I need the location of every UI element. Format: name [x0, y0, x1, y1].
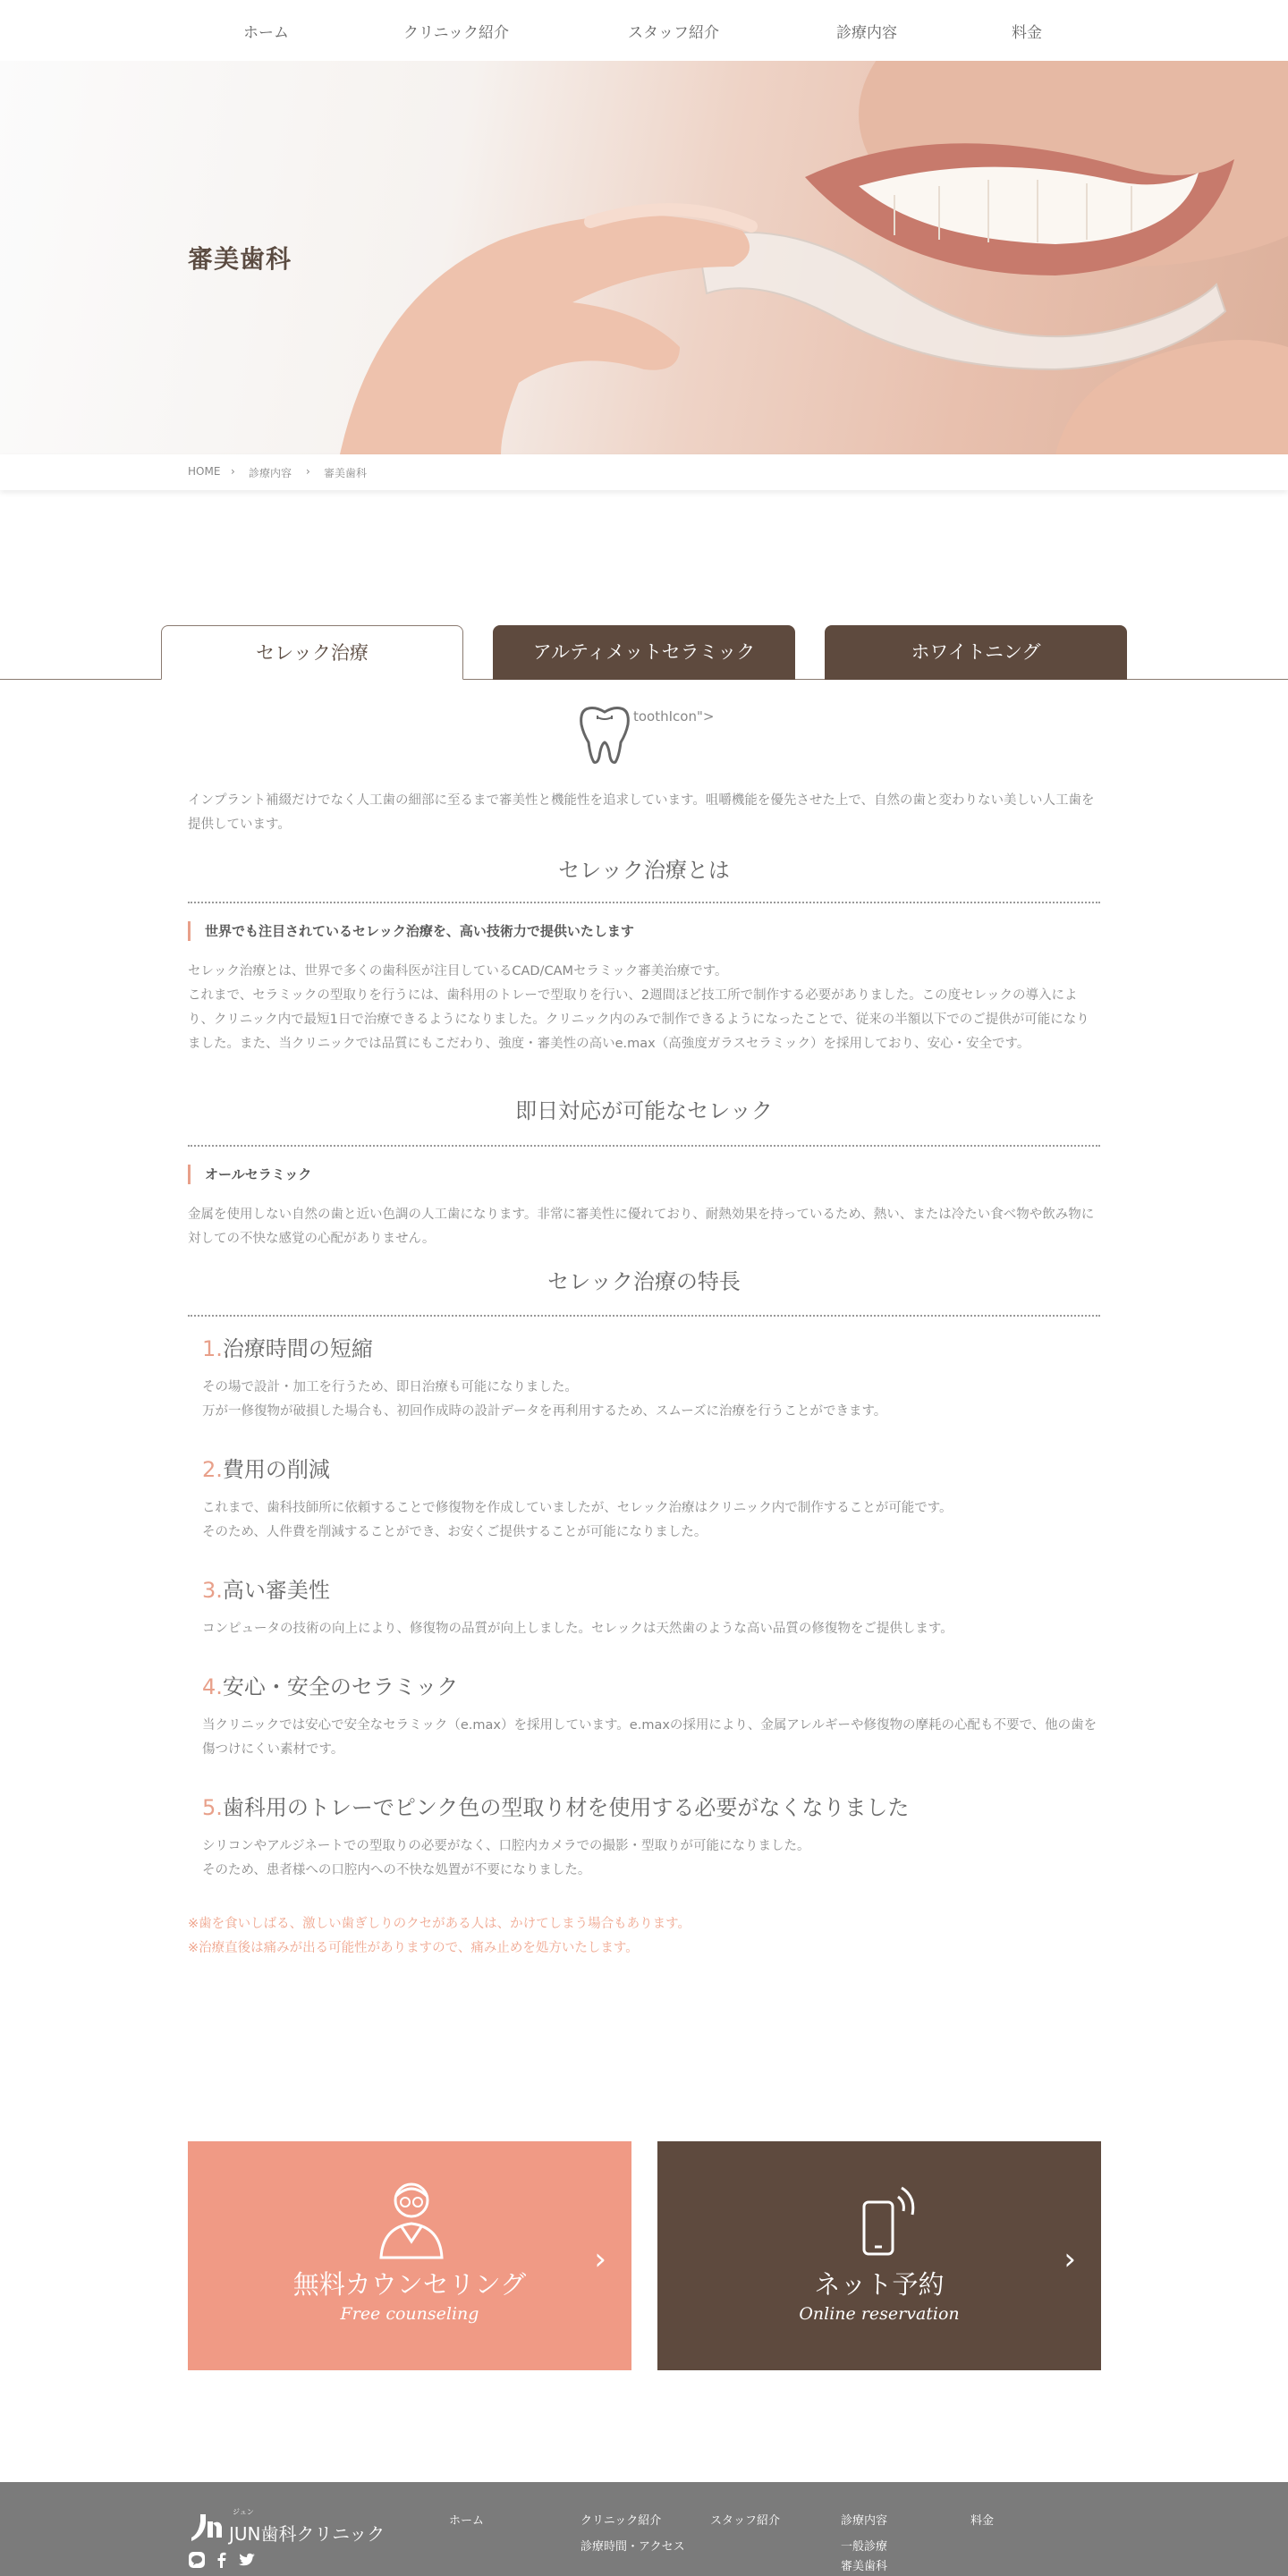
- footer-link-aesthetic[interactable]: 審美歯科: [841, 2560, 888, 2573]
- feature-text: [202, 1617, 1100, 1641]
- breadcrumb-separator: ›: [306, 465, 310, 478]
- nav-item-staff[interactable]: スタッフ紹介: [628, 24, 719, 42]
- caution-note: ※治療直後は痛みが出る可能性がありますので、痛み止めを処方いたします。: [188, 1941, 639, 1955]
- tab-cerec[interactable]: セレック治療: [161, 625, 463, 680]
- section-title-features: セレック治療の特長: [547, 1269, 741, 1294]
- page-title: 審美歯科: [188, 244, 292, 274]
- nav-item-clinic[interactable]: クリニック紹介: [403, 24, 509, 42]
- caution-notes: [188, 1912, 1100, 1961]
- feature-title-text: 費用の削減: [222, 1457, 330, 1482]
- dotted-divider: [188, 1315, 1100, 1317]
- intro-text: インプラント補綴だけでなく人工歯の細部に至るまで審美性と機能性を追求しています。咀嚼機能を優先させた上で、自然の歯と変わりない美しい人工歯を提供しています。: [188, 793, 1095, 832]
- feature-text: [202, 1376, 1100, 1424]
- text-line: これまで、セラミックの型取りを行うには、歯科用のトレーで型取りを行い、2週間ほど技工所で制作する必要がありました。この度セレックの導入により、クリニック内で最短1日で治療できるようになりました。クリニック内のみで制作できるようになったことで、従来の半額以下でのご提供が可能になりました。また、当クリニックでは品質にもこだわり、強度・審美性の高いe.max（高強度ガラスセラミック）を採用しており、安心・安全です。: [188, 988, 1089, 1051]
- cta-title: ネット予約: [814, 2269, 945, 2300]
- cta-title: 無料カウンセリング: [292, 2269, 527, 2300]
- footer-link-access[interactable]: 診療時間・アクセス: [580, 2540, 685, 2554]
- section-text-all-ceramic: 金属を使用しない自然の歯と近い色調の人工歯になります。非常に審美性に優れており、耐熱効果を持っているため、熱い、または冷たい食べ物や飲み物に対しての不快な感覚の心配がありません。: [188, 1208, 1095, 1246]
- feature-number: 2.: [202, 1457, 223, 1482]
- cta-subtitle: Online reservation: [799, 2304, 960, 2324]
- feature-title: [202, 1331, 373, 1362]
- breadcrumb-home[interactable]: HOME: [188, 465, 221, 478]
- breadcrumb-treatment[interactable]: 診療内容: [249, 467, 292, 479]
- caution-note: ※歯を食いしばる、激しい歯ぎしりのクセがある人は、かけてしまう場合もあります。: [188, 1917, 691, 1931]
- dotted-divider: [188, 1145, 1100, 1147]
- text-line: そのため、患者様への口腔内への不快な処置が不要になりました。: [202, 1863, 591, 1877]
- feature-number: 4.: [202, 1674, 223, 1699]
- footer-link-general[interactable]: 一般診療: [841, 2540, 888, 2554]
- tooth-icon-alt-text: toothIcon">: [633, 708, 715, 724]
- footer-link-home[interactable]: ホーム: [449, 2514, 485, 2528]
- text-line: シリコンやアルジネートでの型取りの必要がなく、口腔内カメラでの撮影・型取りが可能になりました。: [202, 1839, 810, 1853]
- nav-item-home[interactable]: ホーム: [243, 24, 289, 42]
- logo-text: JUN歯科クリニック: [229, 2523, 386, 2545]
- footer-link-clinic[interactable]: クリニック紹介: [580, 2514, 662, 2528]
- tooth-icon: [578, 703, 631, 766]
- feature-text: [202, 1496, 1100, 1545]
- text-line: コンピュータの技術の向上により、修復物の品質が向上しました。セレックは天然歯のような高い品質の修復物をご提供します。: [202, 1622, 953, 1636]
- section-title-same-day: 即日対応が可能なセレック: [515, 1098, 773, 1123]
- text-line: そのため、人件費を削減することができ、お安くご提供することが可能になりました。: [202, 1525, 708, 1539]
- logo-ruby: ジュン: [233, 2508, 254, 2516]
- clinic-logo-icon: [188, 2511, 224, 2543]
- feature-text: [202, 1835, 1100, 1883]
- feature-title: [202, 1790, 909, 1821]
- breadcrumb-current: 審美歯科: [324, 467, 368, 479]
- feature-number: 3.: [202, 1578, 223, 1603]
- feature-title-text: 高い審美性: [222, 1578, 330, 1603]
- tab-ultimate-ceramic[interactable]: アルティメットセラミック: [493, 625, 795, 680]
- footer: [0, 2482, 1288, 2576]
- feature-title-text: 治療時間の短縮: [222, 1336, 373, 1361]
- facebook-icon[interactable]: [213, 2551, 231, 2569]
- section-text-cerec: [188, 960, 1100, 1056]
- section-subtitle-cerec: 世界でも注目されているセレック治療を、高い技術力で提供いたします: [188, 921, 1100, 941]
- footer-link-treatment[interactable]: 診療内容: [841, 2514, 888, 2528]
- free-counseling-banner[interactable]: [188, 2141, 631, 2370]
- feature-number: 5.: [202, 1795, 223, 1820]
- feature-title-text: 歯科用のトレーでピンク色の型取り材を使用する必要がなくなりました: [222, 1795, 910, 1820]
- section-subtitle-all-ceramic: オールセラミック: [188, 1165, 1100, 1184]
- footer-link-staff[interactable]: スタッフ紹介: [710, 2514, 781, 2528]
- hero-banner: [0, 61, 1288, 454]
- text-line: セレック治療とは、世界で多くの歯科医が注目しているCAD/CAMセラミック審美治療です。: [188, 964, 728, 979]
- feature-title: [202, 1572, 330, 1604]
- section-title-cerec: セレック治療とは: [558, 858, 730, 883]
- nav-item-treatment[interactable]: 診療内容: [836, 24, 897, 42]
- tab-whitening[interactable]: ホワイトニング: [825, 625, 1127, 680]
- text-line: これまで、歯科技師所に依頼することで修復物を作成していましたが、セレック治療はクリニック内で制作することが可能です。: [202, 1501, 953, 1515]
- feature-title: [202, 1452, 330, 1483]
- chevron-right-icon: ›: [1063, 2241, 1076, 2277]
- global-nav: [0, 0, 1288, 61]
- feature-title: [202, 1669, 458, 1700]
- breadcrumb: [0, 454, 1288, 490]
- footer-link-price[interactable]: 料金: [970, 2514, 995, 2528]
- footer-logo[interactable]: [188, 2508, 386, 2546]
- dotted-divider: [188, 902, 1100, 903]
- feature-text: [202, 1714, 1100, 1762]
- text-line: 当クリニックでは安心で安全なセラミック（e.max）を採用しています。e.maxの採用により、金属アレルギーや修復物の摩耗の心配も不要で、他の歯を傷つけにくい素材です。: [202, 1718, 1097, 1757]
- feature-title-text: 安心・安全のセラミック: [222, 1674, 459, 1699]
- text-line: 万が一修復物が破損した場合も、初回作成時の設計データを再利用するため、スムーズに治療を行うことができます。: [202, 1404, 887, 1419]
- twitter-icon[interactable]: [238, 2551, 256, 2569]
- doctor-icon: [376, 2177, 447, 2259]
- cta-subtitle: Free counseling: [340, 2304, 479, 2324]
- breadcrumb-separator: ›: [231, 465, 235, 478]
- nav-item-price[interactable]: 料金: [1012, 24, 1042, 42]
- line-icon[interactable]: [188, 2551, 206, 2569]
- chevron-right-icon: ›: [594, 2241, 606, 2277]
- text-line: その場で設計・加工を行うため、即日治療も可能になりました。: [202, 1380, 578, 1394]
- online-reservation-banner[interactable]: [657, 2141, 1101, 2370]
- smartphone-icon: [859, 2181, 921, 2258]
- feature-number: 1.: [202, 1336, 223, 1361]
